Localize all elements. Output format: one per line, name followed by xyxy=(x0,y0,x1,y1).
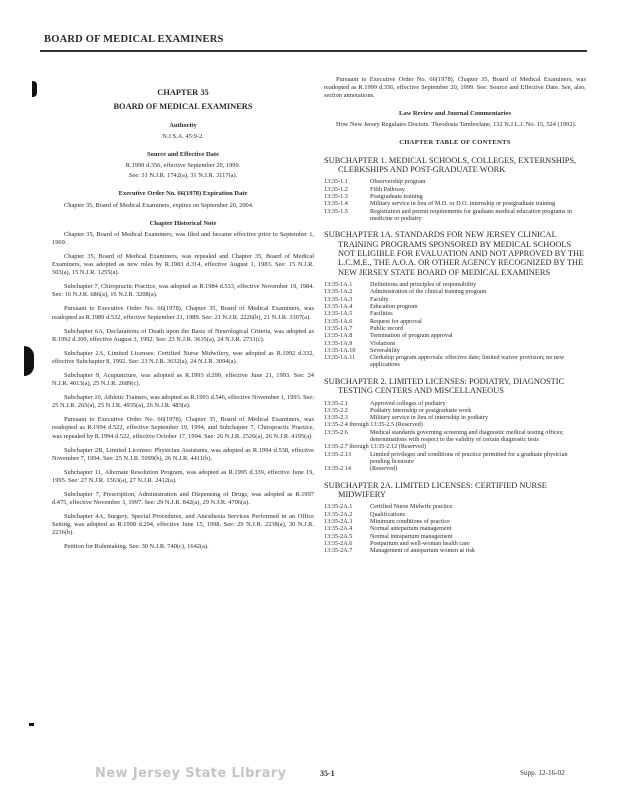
section-number: 13:35-1.4 xyxy=(324,200,348,208)
history-paragraph: Subchapter 7, Prescription, Administration and Dispensing of Drugs, was adopted as R.1997 d.475, effective November 3, 1997. See: 29 N.J.R. 842(a), 29 N.J.R. 4706(a). xyxy=(52,491,314,507)
margin-mark xyxy=(24,346,34,376)
toc-entry xyxy=(324,296,586,303)
history-paragraph: Subchapter 11, Alternate Resolution Program, was adopted as R.1995 d.339, effective June 19, 1995. See: 27 N.J.R. 1363(a), 27 N.J.R. 2412(a). xyxy=(52,468,314,484)
section-number: 13:35-1A.6 xyxy=(324,317,353,325)
toc-entry xyxy=(324,332,586,339)
toc-list xyxy=(324,178,586,222)
toc-entry xyxy=(324,547,586,554)
section-title: Normal intrapartum management xyxy=(370,532,453,540)
history-paragraph: Subchapter 2A, Limited Licenses: Certified Nurse Midwifery, was adopted as R.1992 d.332, effective Subchapter 8, 1992. See: 23 N.J.R. 3632(a), 24 N.J.R. 3094(a). xyxy=(52,349,314,365)
section-title: Normal antepartum management xyxy=(370,525,452,533)
right-column xyxy=(324,76,586,554)
section-title: Limited privileges and conditions of practice permitted for a graduate physician pending licensure xyxy=(370,450,568,465)
toc-entry xyxy=(324,208,586,223)
section-number: 13:35-1.2 xyxy=(324,185,348,193)
section-title: (Reserved) xyxy=(370,465,398,473)
toc-entry xyxy=(324,429,586,444)
section-number: 13:35-2.3 xyxy=(324,414,348,422)
history-paragraph: Chapter 35, Board of Medical Examiners, was filed and became effective prior to September 1, 1969. xyxy=(52,230,314,246)
section-number: 13:35-2.1 xyxy=(324,399,348,407)
history-paragraph: Chapter 35, Board of Medical Examiners, was repealed and Chapter 35, Board of Medical Examiners, was adopted as new rules by R.1983 d.314, effective August 1, 1983. See: 15 N.J.R. 503(a), 15 N.J.R. 1255(a). xyxy=(52,252,314,277)
toc-entry xyxy=(324,340,586,347)
toc-title: CHAPTER TABLE OF CONTENTS xyxy=(399,139,511,147)
source-text: R.1999 d.356, effective September 20, 1999. xyxy=(125,162,241,170)
toc-entry: 13:35-2.4 through 13:35-2.5 (Reserved) xyxy=(324,421,423,429)
history-paragraph: Pursuant to Executive Order No. 66(1978), Chapter 35, Board of Medical Examiners, was readopted as R.1989 d.532, effective September 21, 1989. See: 21 N.J.R. 2226(b), 21 N.J.R. 3307(a). xyxy=(52,305,314,321)
section-title: Severability xyxy=(370,346,400,354)
section-number: 13:35-1.5 xyxy=(324,207,348,215)
section-number: 13:35-2.2 xyxy=(324,406,348,414)
section-number: 13:35-1.3 xyxy=(324,192,348,200)
readoption-note: Pursuant to Executive Order No. 66(1978), Chapter 35, Board of Medical Examiners, was readopted as R.1999 d.356, effective September 20, 1999. See: Source and Effective Date. See, also, section annotations. xyxy=(324,76,586,100)
section-title: Fifth Pathway xyxy=(370,185,405,193)
margin-mark xyxy=(32,81,37,97)
section-title: Faculty xyxy=(370,295,389,303)
exec-order-text: Chapter 35, Board of Medical Examiners, expires on September 20, 2004. xyxy=(64,201,254,209)
section-number: 13:35-2.6 xyxy=(324,428,348,436)
history-paragraph: Subchapter 10, Athletic Trainers, was adopted as R.1993 d.546, effective November 1, 1993. See: 25 N.J.R. 265(a), 25 N.J.R. 4935(a), 26 N.J.R. 483(a). xyxy=(52,394,314,410)
toc-list xyxy=(324,503,586,554)
supplement-date: Supp. 12-16-02 xyxy=(520,769,565,777)
toc-entry xyxy=(324,451,586,466)
section-number: 13:35-2A.5 xyxy=(324,532,353,540)
section-title: Medical standards governing screening and diagnostic medical testing offices; determinations with respect to the validity of certain diagnostic tests xyxy=(370,428,564,444)
subchapter-heading: SUBCHAPTER 1A. STANDARDS FOR NEW JERSEY CLINICAL TRAINING PROGRAMS SPONSORED BY MEDICAL SCHOOLS NOT ELIGIBLE FOR EVALUATION AND NOT APPROVED BY THE L.C.M.E., THE A.O.A. OR OTHER AGENCY RECOGNIZED BY THE NEW JERSEY STATE BOARD OF MEDICAL EXAMINERS xyxy=(324,230,585,277)
toc-entry xyxy=(324,178,586,185)
section-title: Minimum conditions of practice xyxy=(370,517,450,525)
section-number: 13:35-1A.11 xyxy=(324,354,356,362)
left-column xyxy=(52,76,314,558)
section-number: 13:35-1A.8 xyxy=(324,332,353,340)
section-title: Clerkship program approvals: effective date; limited waiver provision; no new applications xyxy=(370,354,565,369)
history-paragraph: Subchapter 2B, Limited Licenses: Physician Assistants, was adopted as R.1994 d.538, effective November 7, 1994. See: 25 N.J.R. 5099(b), 26 N.J.R. 4411(b). xyxy=(52,446,314,462)
section-title: Public record xyxy=(370,324,404,332)
section-number: 13:35-1A.10 xyxy=(324,346,356,354)
source-heading: Source and Effective Date xyxy=(147,151,219,159)
authority-text: N.J.S.A. 45:9-2. xyxy=(162,133,204,141)
section-number: 13:35-1A.1 xyxy=(324,281,353,289)
toc-entry xyxy=(324,414,586,421)
history-paragraph: Petition for Rulemaking. See: 30 N.J.R. 740(c), 1642(a). xyxy=(64,543,209,551)
subchapter-heading: SUBCHAPTER 2. LIMITED LICENSES: PODIATRY, DIAGNOSTIC TESTING CENTERS AND MISCELLANEOUS xyxy=(324,376,565,396)
section-number: 13:35-1A.9 xyxy=(324,339,353,347)
subchapter-heading: SUBCHAPTER 1. MEDICAL SCHOOLS, COLLEGES, EXTERNSHIPS, CLERKSHIPS AND POST-GRADUATE WORK xyxy=(324,155,577,174)
toc-entry xyxy=(324,303,586,310)
header-rule xyxy=(40,50,587,52)
history-paragraph: Pursuant to Executive Order No. 66(1978), Chapter 35, Board of Medical Examiners, was readopted as R.1994 d.522, effective September 19, 1994, and Subchapter 7, Chiropractic Practice, was repealed by R.1994 d.522, effective October 17, 1994. See: 26 N.J.R. 2526(a), 26 N.J.R. 4195(a). xyxy=(52,416,314,440)
section-number: 13:35-1A.2 xyxy=(324,288,353,296)
toc-entry: 13:35-2.7 through 13:35-2.12 (Reserved) xyxy=(324,443,426,451)
section-title: Postgraduate training xyxy=(370,192,423,200)
toc-entry xyxy=(324,400,586,407)
section-number: 13:35-2A.4 xyxy=(324,525,353,533)
section-title: Definitions and principles of responsibility xyxy=(370,281,477,289)
section-title: Request for approval xyxy=(370,317,422,325)
toc-entry xyxy=(324,511,586,518)
toc-entry xyxy=(324,186,586,193)
toc-entry xyxy=(324,525,586,532)
section-number: 13:35-1A.3 xyxy=(324,295,353,303)
page-number: 35-1 xyxy=(320,769,335,778)
section-number: 13:35-2A.3 xyxy=(324,517,353,525)
chapter-title: BOARD OF MEDICAL EXAMINERS xyxy=(113,102,253,111)
margin-mark xyxy=(29,723,34,726)
section-number: 13:35-2.14 xyxy=(324,465,351,473)
toc-entry xyxy=(324,503,586,510)
history-paragraph: Subchapter 7, Chiropractic Practice, was adopted as R.1984 d.533, effective November 19, 1984. See: 16 N.J.R. 686(a), 16 N.J.R. 3208(a). xyxy=(52,283,314,299)
toc-list xyxy=(324,281,586,369)
section-title: Facilities xyxy=(370,310,393,318)
section-title: Termination of program approval xyxy=(370,332,453,340)
section-title: Military service in lieu of internship in podiatry xyxy=(370,414,489,422)
section-number: 13:35-2A.2 xyxy=(324,510,353,518)
section-number: 13:35-2A.7 xyxy=(324,547,353,555)
toc-entry xyxy=(324,200,586,207)
section-number: 13:35-2A.6 xyxy=(324,539,353,547)
toc-entry xyxy=(324,533,586,540)
section-number: 13:35-1A.5 xyxy=(324,310,353,318)
section-title: Military service in lieu of M.D. or D.O. internship or postgraduate training xyxy=(370,200,556,208)
section-number: 13:35-2.13 xyxy=(324,450,351,458)
section-title: Approved colleges of podiatry xyxy=(370,399,446,407)
section-number: 13:35-2A.1 xyxy=(324,503,353,511)
section-title: Management of antepartum women at risk xyxy=(370,547,475,555)
history-paragraph: Subchapter 9, Acupuncture, was adopted as R.1993 d.299, effective June 21, 1993. See: 24 N.J.R. 4013(a), 25 N.J.R. 2689(c). xyxy=(52,371,314,388)
toc-list xyxy=(324,400,586,473)
law-review-heading: Law Review and Journal Commentaries xyxy=(399,110,511,118)
toc-entry xyxy=(324,518,586,525)
section-title: Qualifications xyxy=(370,510,406,518)
toc-entry xyxy=(324,407,586,414)
history-paragraph: Subchapter 4A, Surgery, Special Procedures, and Anesthesia Services Performed in an Office Setting, was adopted as R.1998 d.294, effective June 15, 1998. See: 29 N.J.R. 2238(a), 30 N.J.R. 2236(b). xyxy=(52,513,314,537)
section-title: Registration and permit requirements for graduate medical education programs in medicine or podiatry xyxy=(370,207,572,222)
toc-entry xyxy=(324,540,586,547)
history-paragraph: Subchapter 6A, Declarations of Death upon the Basis of Neurological Criteria, was adopted as R.1992 d.309, effective August 3, 1992. See: 23 N.J.R. 3635(a), 24 N.J.R. 2731(c). xyxy=(52,327,314,343)
toc-entry xyxy=(324,193,586,200)
toc-entry xyxy=(324,325,586,332)
section-number: 13:35-1A.7 xyxy=(324,324,353,332)
toc-entry xyxy=(324,465,586,472)
toc-entry xyxy=(324,318,586,325)
subchapter-heading: SUBCHAPTER 2A. LIMITED LICENSES: CERTIFIED NURSE MIDWIFERY xyxy=(324,480,547,499)
law-review-text: How New Jersey Regulates Doctors. Theodosia Tamborlane, 132 N.J.L.J. No. 15, 524 (1992). xyxy=(336,121,577,129)
section-title: Violations xyxy=(370,339,396,347)
section-number: 13:35-1A.4 xyxy=(324,303,353,311)
section-title: Certified Nurse Midwife practice xyxy=(370,503,453,511)
running-header: BOARD OF MEDICAL EXAMINERS xyxy=(44,34,224,45)
toc-entry xyxy=(324,347,586,354)
section-title: Postpartum and well-woman health care xyxy=(370,539,470,547)
section-title: Education program xyxy=(370,303,418,311)
toc-entry xyxy=(324,310,586,317)
source-text: See: 31 N.J.R. 1742(a), 31 N.J.R. 3117(a). xyxy=(128,172,238,180)
authority-heading: Authority xyxy=(169,122,197,129)
exec-order-heading: Executive Order No. 66(1978) Expiration Date xyxy=(118,190,248,198)
toc-entry xyxy=(324,288,586,295)
toc-entry xyxy=(324,281,586,288)
section-title: Observership program xyxy=(370,178,426,186)
toc-entry xyxy=(324,354,586,369)
chapter-number: CHAPTER 35 xyxy=(157,88,209,97)
section-title: Podiatry internship or postgraduate work xyxy=(370,406,472,414)
section-number: 13:35-1.1 xyxy=(324,178,348,186)
history-heading: Chapter Historical Note xyxy=(149,219,217,227)
section-title: Administration of the clinical training program xyxy=(370,288,487,296)
library-watermark: New Jersey State Library xyxy=(95,766,287,781)
